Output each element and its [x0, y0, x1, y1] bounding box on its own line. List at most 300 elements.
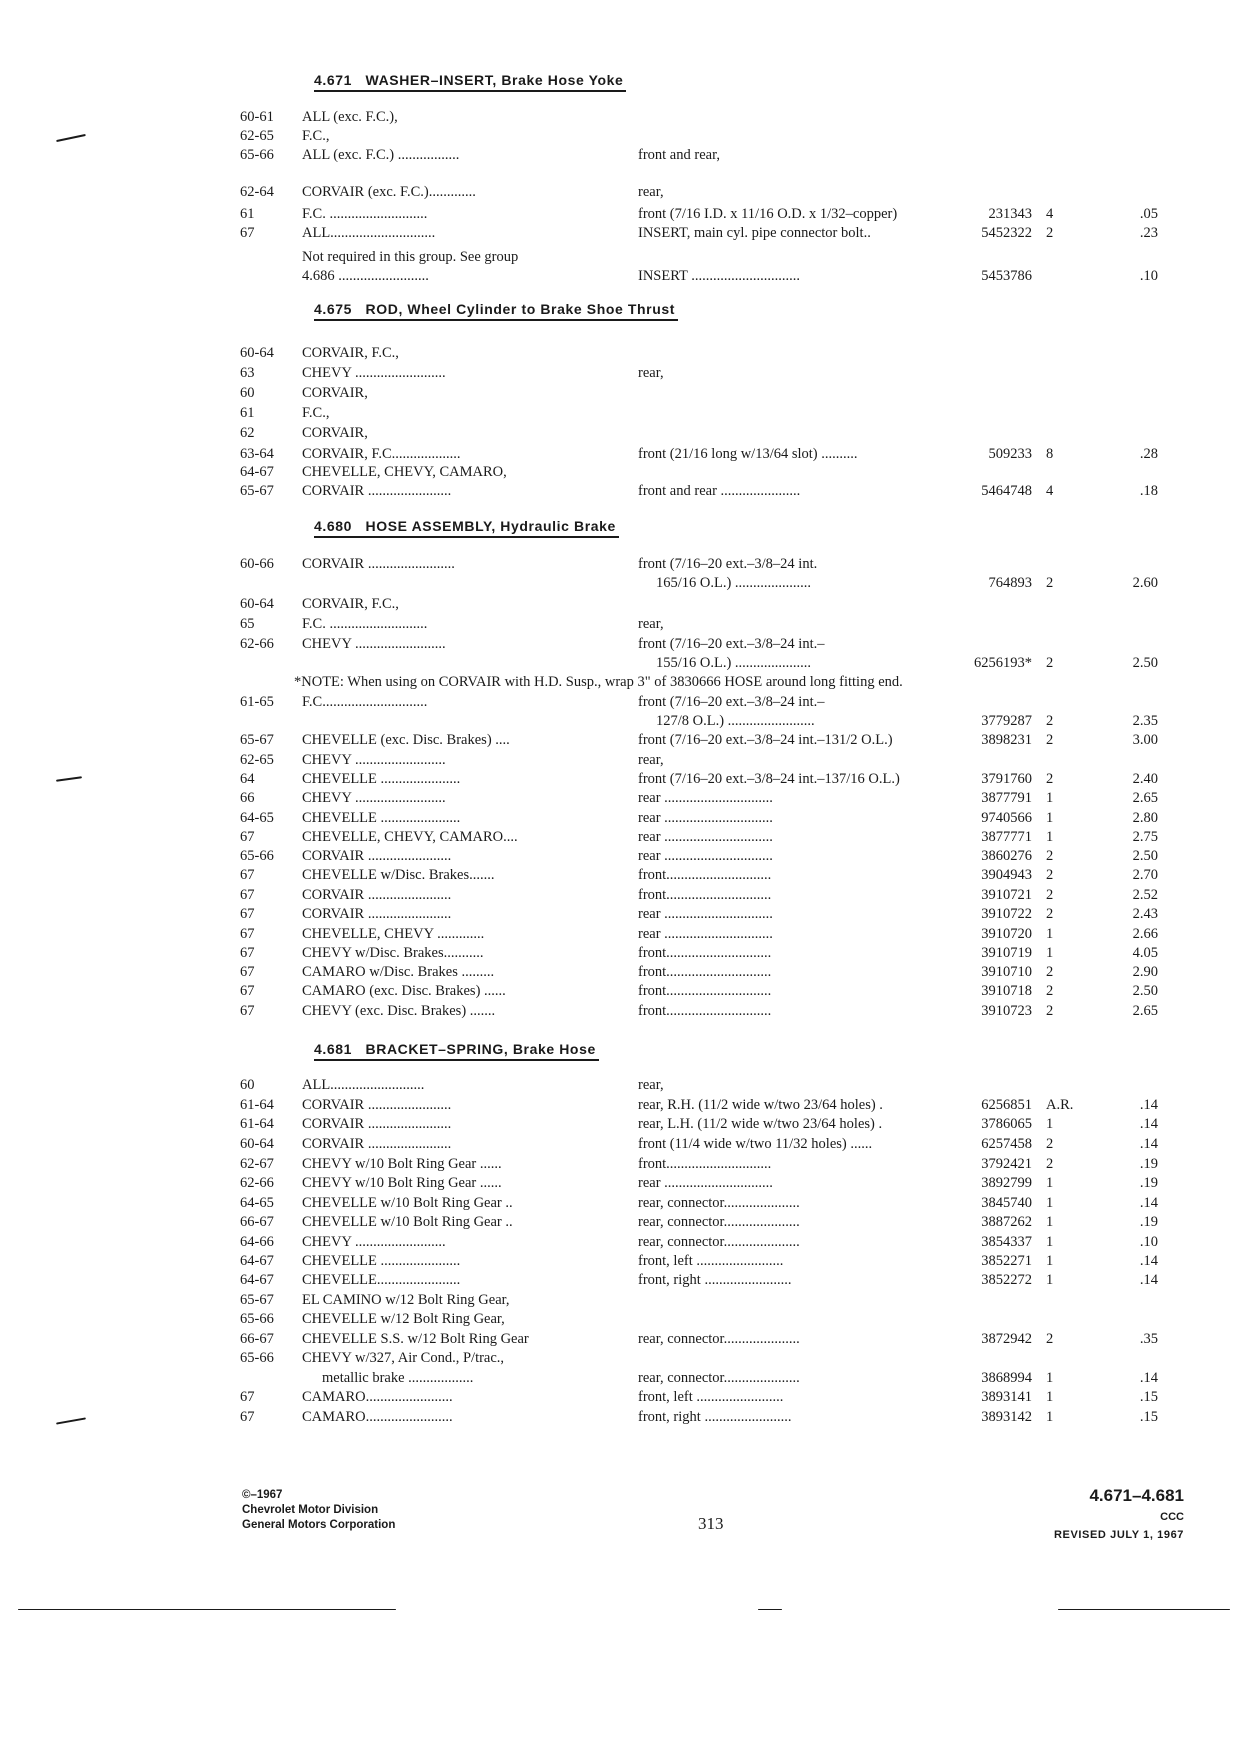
table-row [0, 364, 1248, 383]
price-cell: .14 [1139, 1097, 1158, 1113]
application-cell: 4.686 ......................... [302, 268, 429, 284]
price-cell: .28 [1139, 446, 1158, 462]
application-cell: ALL............................. [302, 225, 436, 241]
part-number-cell: 6256851 [981, 1097, 1032, 1113]
application-cell: CHEVELLE w/Disc. Brakes....... [302, 867, 495, 883]
description-cell: rear, R.H. (11/2 wide w/two 23/64 holes) . [638, 1097, 883, 1113]
section-title: BRACKET–SPRING, Brake Hose [365, 1041, 596, 1057]
price-cell: 2.65 [1132, 790, 1158, 806]
year-cell: 67 [240, 1389, 255, 1405]
part-number-cell: 9740566 [981, 810, 1032, 826]
description-cell: rear, connector..................... [638, 1195, 800, 1211]
table-row [0, 886, 1248, 905]
table-row [0, 1310, 1248, 1329]
application-cell: EL CAMINO w/12 Bolt Ring Gear, [302, 1292, 510, 1308]
table-row [0, 1002, 1248, 1021]
section-heading-4681 [314, 1041, 599, 1061]
application-cell: F.C., [302, 128, 330, 144]
part-number-cell: 3887262 [981, 1214, 1032, 1230]
price-cell: .14 [1139, 1253, 1158, 1269]
price-cell: 2.65 [1132, 1003, 1158, 1019]
quantity-cell: 4 [1046, 206, 1054, 222]
table-row [0, 1388, 1248, 1407]
quantity-cell: 1 [1046, 810, 1054, 826]
part-number-cell: 3910719 [981, 945, 1032, 961]
application-cell: ALL (exc. F.C.), [302, 109, 398, 125]
price-cell: .14 [1139, 1116, 1158, 1132]
price-cell: 2.80 [1132, 810, 1158, 826]
quantity-cell: 1 [1046, 1370, 1054, 1386]
part-number-cell: 3910723 [981, 1003, 1032, 1019]
table-row [0, 224, 1248, 243]
year-cell: 62-64 [240, 184, 274, 200]
table-row [0, 1174, 1248, 1193]
application-cell: CHEVY w/Disc. Brakes........... [302, 945, 484, 961]
quantity-cell: 8 [1046, 446, 1054, 462]
description-cell: rear .............................. [638, 829, 773, 845]
quantity-cell: 1 [1046, 790, 1054, 806]
application-cell: CHEVY ......................... [302, 636, 446, 652]
part-number-cell: 3910722 [981, 906, 1032, 922]
section-title: WASHER–INSERT, Brake Hose Yoke [365, 72, 624, 88]
table-row [0, 866, 1248, 885]
footer-publisher [242, 1488, 395, 1533]
table-row [0, 344, 1248, 363]
application-cell: CORVAIR ....................... [302, 848, 452, 864]
quantity-cell: 1 [1046, 1175, 1054, 1191]
price-cell: 2.35 [1132, 713, 1158, 729]
part-number-cell: 5452322 [981, 225, 1032, 241]
year-cell: 62-66 [240, 636, 274, 652]
application-cell: CHEVY ......................... [302, 1234, 446, 1250]
application-cell: CORVAIR, F.C., [302, 596, 399, 612]
quantity-cell: 1 [1046, 1116, 1054, 1132]
part-number-cell: 3872942 [981, 1331, 1032, 1347]
table-row [0, 982, 1248, 1001]
application-cell: CHEVY ......................... [302, 365, 446, 381]
price-cell: 2.43 [1132, 906, 1158, 922]
application-cell: CORVAIR ....................... [302, 1097, 452, 1113]
description-cell: front............................. [638, 983, 772, 999]
note-text: *NOTE: When using on CORVAIR with H.D. Susp., wrap 3" of 3830666 HOSE around long fitting end. [294, 674, 903, 690]
description-cell: front and rear, [638, 147, 720, 163]
application-cell: Not required in this group. See group [302, 249, 519, 265]
description-cell: INSERT, main cyl. pipe connector bolt.. [638, 225, 871, 241]
application-cell: CHEVELLE ...................... [302, 1253, 461, 1269]
year-cell: 67 [240, 964, 255, 980]
description-cell: front (21/16 long w/13/64 slot) .......... [638, 446, 858, 462]
year-cell: 62 [240, 425, 255, 441]
price-cell: .14 [1139, 1195, 1158, 1211]
description-cell: rear .............................. [638, 1175, 773, 1191]
table-row [0, 384, 1248, 403]
part-number-cell: 3910720 [981, 926, 1032, 942]
table-row [0, 1349, 1248, 1368]
quantity-cell: 1 [1046, 829, 1054, 845]
year-cell: 64 [240, 771, 255, 787]
description-cell: INSERT .............................. [638, 268, 800, 284]
quantity-cell: 2 [1046, 771, 1054, 787]
quantity-cell: 2 [1046, 964, 1054, 980]
quantity-cell: 2 [1046, 1156, 1054, 1172]
quantity-cell: 1 [1046, 1272, 1054, 1288]
price-cell: .10 [1139, 1234, 1158, 1250]
table-row [0, 944, 1248, 963]
year-cell: 60-64 [240, 345, 274, 361]
quantity-cell: 4 [1046, 483, 1054, 499]
year-cell: 67 [240, 1003, 255, 1019]
application-cell: CORVAIR, [302, 385, 368, 401]
table-row [0, 1135, 1248, 1154]
application-cell: CHEVELLE ...................... [302, 810, 461, 826]
year-cell: 67 [240, 887, 255, 903]
quantity-cell: 2 [1046, 848, 1054, 864]
section-number: 4.681 [314, 1041, 353, 1057]
description-cell: rear, connector..................... [638, 1214, 800, 1230]
year-cell: 64-67 [240, 464, 274, 480]
table-row [0, 905, 1248, 924]
quantity-cell: 2 [1046, 983, 1054, 999]
quantity-cell: 2 [1046, 713, 1054, 729]
application-cell: metallic brake .................. [322, 1370, 474, 1386]
quantity-cell: 2 [1046, 867, 1054, 883]
catalog-code: CCC [1160, 1511, 1184, 1523]
application-cell: CORVAIR ....................... [302, 906, 452, 922]
price-cell: .14 [1139, 1272, 1158, 1288]
price-cell: 2.40 [1132, 771, 1158, 787]
description-cell: rear .............................. [638, 926, 773, 942]
part-number-cell: 6257458 [981, 1136, 1032, 1152]
description-cell: front............................. [638, 945, 772, 961]
table-row [0, 1194, 1248, 1213]
application-cell: CORVAIR ....................... [302, 1116, 452, 1132]
part-number-cell: 3786065 [981, 1116, 1032, 1132]
table-row [0, 1271, 1248, 1290]
part-number-cell: 231343 [988, 206, 1032, 222]
note-row [0, 673, 1248, 692]
part-number-cell: 3910721 [981, 887, 1032, 903]
price-cell: 2.66 [1132, 926, 1158, 942]
quantity-cell: 2 [1046, 225, 1054, 241]
price-cell: .14 [1139, 1370, 1158, 1386]
table-row [0, 1252, 1248, 1271]
table-row [0, 828, 1248, 847]
year-cell: 60-61 [240, 109, 274, 125]
application-cell: CHEVELLE S.S. w/12 Bolt Ring Gear [302, 1331, 529, 1347]
quantity-cell: 2 [1046, 575, 1054, 591]
year-cell: 65-67 [240, 483, 274, 499]
table-row [0, 1233, 1248, 1252]
description-cell: rear, [638, 752, 664, 768]
quantity-cell: 2 [1046, 655, 1054, 671]
table-row [0, 183, 1248, 202]
description-cell: front (7/16–20 ext.–3/8–24 int.– [638, 636, 825, 652]
table-row [0, 595, 1248, 614]
year-cell: 65-66 [240, 1350, 274, 1366]
year-cell: 63 [240, 365, 255, 381]
year-cell: 64-66 [240, 1234, 274, 1250]
year-cell: 67 [240, 829, 255, 845]
part-number-cell: 3852272 [981, 1272, 1032, 1288]
year-cell: 60 [240, 385, 255, 401]
quantity-cell: 2 [1046, 1331, 1054, 1347]
table-row [0, 574, 1248, 593]
year-cell: 60-64 [240, 596, 274, 612]
description-cell: rear, [638, 1077, 664, 1093]
application-cell: CHEVELLE, CHEVY, CAMARO.... [302, 829, 518, 845]
year-cell: 64-67 [240, 1272, 274, 1288]
table-row [0, 248, 1248, 267]
table-row [0, 445, 1248, 464]
price-cell: 4.05 [1132, 945, 1158, 961]
price-cell: .23 [1139, 225, 1158, 241]
table-row [0, 615, 1248, 634]
description-cell: rear .............................. [638, 810, 773, 826]
price-cell: .18 [1139, 483, 1158, 499]
year-cell: 63-64 [240, 446, 274, 462]
application-cell: CHEVELLE....................... [302, 1272, 461, 1288]
year-cell: 65 [240, 616, 255, 632]
section-number: 4.671 [314, 72, 353, 88]
application-cell: CHEVELLE, CHEVY ............. [302, 926, 485, 942]
table-row [0, 789, 1248, 808]
part-number-cell: 3893142 [981, 1409, 1032, 1425]
application-cell: CAMARO w/Disc. Brakes ......... [302, 964, 495, 980]
year-cell: 60-66 [240, 556, 274, 572]
application-cell: CHEVY (exc. Disc. Brakes) ....... [302, 1003, 496, 1019]
price-cell: 2.75 [1132, 829, 1158, 845]
part-number-cell: 6256193* [974, 655, 1032, 671]
description-cell: rear .............................. [638, 848, 773, 864]
part-number-cell: 3791760 [981, 771, 1032, 787]
quantity-cell: 2 [1046, 1003, 1054, 1019]
price-cell: .19 [1139, 1214, 1158, 1230]
year-cell: 67 [240, 225, 255, 241]
year-cell: 65-66 [240, 848, 274, 864]
application-cell: F.C............................. [302, 694, 428, 710]
description-cell: rear, L.H. (11/2 wide w/two 23/64 holes) . [638, 1116, 883, 1132]
application-cell: CORVAIR ....................... [302, 1136, 452, 1152]
application-cell: CHEVELLE w/10 Bolt Ring Gear .. [302, 1195, 513, 1211]
year-cell: 61-64 [240, 1116, 274, 1132]
description-cell: 155/16 O.L.) ..................... [656, 655, 812, 671]
year-cell: 65-67 [240, 1292, 274, 1308]
year-cell: 66 [240, 790, 255, 806]
table-row [0, 463, 1248, 482]
description-cell: front............................. [638, 887, 772, 903]
table-row [0, 1291, 1248, 1310]
year-cell: 65-66 [240, 147, 274, 163]
application-cell: CHEVY w/327, Air Cond., P/trac., [302, 1350, 505, 1366]
price-cell: 2.50 [1132, 983, 1158, 999]
table-row [0, 847, 1248, 866]
table-row [0, 127, 1248, 146]
description-cell: rear .............................. [638, 790, 773, 806]
year-cell: 66-67 [240, 1214, 274, 1230]
year-cell: 67 [240, 945, 255, 961]
table-row [0, 654, 1248, 673]
scan-line [758, 1609, 782, 1610]
table-row [0, 1076, 1248, 1095]
table-row [0, 1330, 1248, 1349]
table-row [0, 267, 1248, 286]
quantity-cell: 1 [1046, 1253, 1054, 1269]
application-cell: CHEVY w/10 Bolt Ring Gear ...... [302, 1175, 502, 1191]
part-number-cell: 3779287 [981, 713, 1032, 729]
price-cell: .35 [1139, 1331, 1158, 1347]
table-row [0, 925, 1248, 944]
section-heading-4675 [314, 301, 678, 321]
price-cell: 2.60 [1132, 575, 1158, 591]
application-cell: CHEVELLE w/12 Bolt Ring Gear, [302, 1311, 505, 1327]
scan-line [18, 1609, 396, 1610]
section-number: 4.675 [314, 301, 353, 317]
quantity-cell: 1 [1046, 1214, 1054, 1230]
year-cell: 65-67 [240, 732, 274, 748]
part-number-cell: 3893141 [981, 1389, 1032, 1405]
application-cell: CORVAIR ....................... [302, 483, 452, 499]
price-cell: 2.52 [1132, 887, 1158, 903]
price-cell: 2.70 [1132, 867, 1158, 883]
description-cell: front, left ........................ [638, 1253, 784, 1269]
footer-group-info [1054, 1484, 1184, 1544]
description-cell: rear, connector..................... [638, 1331, 800, 1347]
application-cell: CORVAIR (exc. F.C.)............. [302, 184, 476, 200]
part-number-cell: 3860276 [981, 848, 1032, 864]
application-cell: CORVAIR ........................ [302, 556, 455, 572]
corporation-name: General Motors Corporation [242, 1519, 396, 1531]
price-cell: 2.90 [1132, 964, 1158, 980]
year-cell: 67 [240, 867, 255, 883]
section-heading-4671 [314, 72, 626, 92]
year-cell: 66-67 [240, 1331, 274, 1347]
table-row [0, 1096, 1248, 1115]
application-cell: ALL (exc. F.C.) ................. [302, 147, 460, 163]
quantity-cell: 2 [1046, 887, 1054, 903]
table-row [0, 205, 1248, 224]
year-cell: 61 [240, 405, 255, 421]
table-row [0, 751, 1248, 770]
part-number-cell: 3910718 [981, 983, 1032, 999]
quantity-cell: 1 [1046, 945, 1054, 961]
application-cell: CHEVY ......................... [302, 752, 446, 768]
description-cell: front (7/16–20 ext.–3/8–24 int.–137/16 O.L.) [638, 771, 900, 787]
table-row [0, 809, 1248, 828]
table-row [0, 635, 1248, 654]
application-cell: F.C. ........................... [302, 616, 428, 632]
description-cell: rear, connector..................... [638, 1370, 800, 1386]
quantity-cell: 1 [1046, 926, 1054, 942]
part-number-cell: 3910710 [981, 964, 1032, 980]
price-cell: 2.50 [1132, 848, 1158, 864]
part-number-cell: 3852271 [981, 1253, 1032, 1269]
year-cell: 67 [240, 983, 255, 999]
description-cell: 127/8 O.L.) ........................ [656, 713, 815, 729]
quantity-cell: 2 [1046, 906, 1054, 922]
application-cell: CORVAIR, F.C................... [302, 446, 461, 462]
description-cell: front............................. [638, 964, 772, 980]
section-title: ROD, Wheel Cylinder to Brake Shoe Thrust [365, 301, 676, 317]
price-cell: 2.50 [1132, 655, 1158, 671]
table-row [0, 108, 1248, 127]
quantity-cell: 1 [1046, 1409, 1054, 1425]
application-cell: CHEVELLE ...................... [302, 771, 461, 787]
description-cell: 165/16 O.L.) ..................... [656, 575, 812, 591]
section-title: HOSE ASSEMBLY, Hydraulic Brake [365, 518, 616, 534]
quantity-cell: 1 [1046, 1195, 1054, 1211]
description-cell: front (7/16–20 ext.–3/8–24 int. [638, 556, 818, 572]
year-cell: 67 [240, 906, 255, 922]
application-cell: ALL.......................... [302, 1077, 425, 1093]
part-number-cell: 3892799 [981, 1175, 1032, 1191]
table-row [0, 555, 1248, 574]
table-row [0, 731, 1248, 750]
quantity-cell: 2 [1046, 1136, 1054, 1152]
quantity-cell: 1 [1046, 1234, 1054, 1250]
application-cell: CAMARO (exc. Disc. Brakes) ...... [302, 983, 506, 999]
division-name: Chevrolet Motor Division [242, 1504, 379, 1516]
table-row [0, 404, 1248, 423]
table-row [0, 482, 1248, 501]
description-cell: front............................. [638, 867, 772, 883]
table-row [0, 1213, 1248, 1232]
part-number-cell: 3854337 [981, 1234, 1032, 1250]
application-cell: CORVAIR, [302, 425, 368, 441]
description-cell: rear, [638, 616, 664, 632]
application-cell: CHEVELLE w/10 Bolt Ring Gear .. [302, 1214, 513, 1230]
year-cell: 64-65 [240, 1195, 274, 1211]
part-number-cell: 3877771 [981, 829, 1032, 845]
application-cell: CHEVY ......................... [302, 790, 446, 806]
application-cell: CHEVELLE (exc. Disc. Brakes) .... [302, 732, 510, 748]
group-range: 4.671–4.681 [1089, 1486, 1184, 1505]
price-cell: .05 [1139, 206, 1158, 222]
year-cell: 62-65 [240, 752, 274, 768]
description-cell: front (7/16–20 ext.–3/8–24 int.– [638, 694, 825, 710]
quantity-cell: 2 [1046, 732, 1054, 748]
description-cell: front (7/16 I.D. x 11/16 O.D. x 1/32–copper) [638, 206, 898, 222]
part-number-cell: 3877791 [981, 790, 1032, 806]
part-number-cell: 3898231 [981, 732, 1032, 748]
description-cell: front, right ........................ [638, 1272, 792, 1288]
price-cell: .19 [1139, 1156, 1158, 1172]
year-cell: 61-64 [240, 1097, 274, 1113]
description-cell: rear .............................. [638, 906, 773, 922]
year-cell: 60-64 [240, 1136, 274, 1152]
copyright: ©–1967 [242, 1489, 283, 1501]
year-cell: 64-67 [240, 1253, 274, 1269]
year-cell: 62-65 [240, 128, 274, 144]
part-number-cell: 3868994 [981, 1370, 1032, 1386]
part-number-cell: 3845740 [981, 1195, 1032, 1211]
description-cell: front, right ........................ [638, 1409, 792, 1425]
table-row [0, 712, 1248, 731]
part-number-cell: 3792421 [981, 1156, 1032, 1172]
part-number-cell: 3904943 [981, 867, 1032, 883]
quantity-cell: A.R. [1046, 1097, 1074, 1113]
price-cell: .19 [1139, 1175, 1158, 1191]
table-row [0, 424, 1248, 443]
application-cell: CHEVY w/10 Bolt Ring Gear ...... [302, 1156, 502, 1172]
table-row [0, 963, 1248, 982]
price-cell: .15 [1139, 1389, 1158, 1405]
application-cell: CAMARO........................ [302, 1389, 453, 1405]
application-cell: CORVAIR ....................... [302, 887, 452, 903]
table-row [0, 1369, 1248, 1388]
year-cell: 67 [240, 1409, 255, 1425]
year-cell: 61 [240, 206, 255, 222]
year-cell: 64-65 [240, 810, 274, 826]
